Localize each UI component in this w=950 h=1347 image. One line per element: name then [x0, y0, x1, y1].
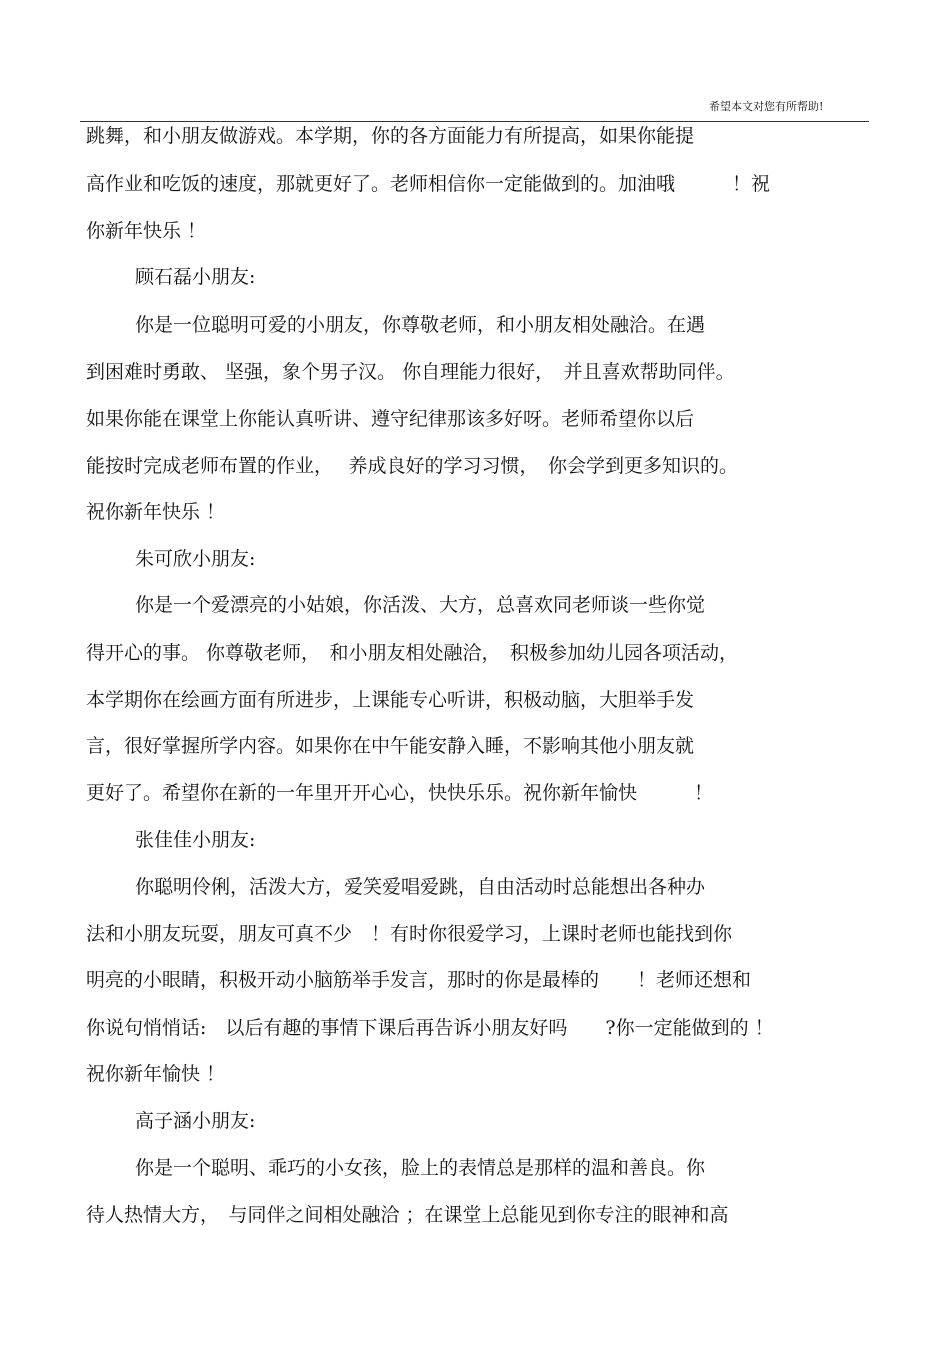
text-line: 祝你新年快乐 ！ [86, 501, 226, 523]
text-line: 法和小朋友玩耍，朋友可真不少 ！有时你很爱学习，上课时老师也能找到你 [86, 923, 733, 945]
text-line: 你是一位聪明可爱的小朋友，你尊敬老师，和小朋友相处融洽。在遇 [135, 314, 706, 336]
text-line: 能按时完成老师布置的作业， 养成良好的学习习惯， 你会学到更多知识的。 [86, 455, 739, 477]
header-note: 希望本文对您有所帮助! [709, 100, 824, 113]
text-line: 你说句悄悄话: 以后有趣的事情下课后再告诉小朋友好吗 ?你一定能做到的 ！ [86, 1017, 774, 1039]
text-line: 如果你能在课堂上你能认真听讲、遵守纪律那该多好呀。老师希望你以后 [86, 408, 695, 430]
text-line: 本学期你在绘画方面有所进步，上课能专心听讲，积极动脑，大胆举手发 [86, 689, 695, 711]
text-line: 明亮的小眼睛，积极开动小脑筋举手发言，那时的你是最棒的 ！老师还想和 [86, 969, 752, 991]
addressee-heading: 高子涵小朋友: [135, 1110, 256, 1132]
text-line: 更好了。希望你在新的一年里开开心心，快快乐乐。祝你新年愉快 ！ [86, 782, 714, 804]
text-line: 祝你新年愉快 ！ [86, 1063, 226, 1085]
text-line: 你聪明伶俐，活泼大方，爱笑爱唱爱跳，自由活动时总能想出各种办 [135, 876, 706, 898]
text-line: 跳舞，和小朋友做游戏。本学期，你的各方面能力有所提高，如果你能提 [86, 125, 695, 147]
addressee-heading: 张佳佳小朋友: [135, 829, 256, 851]
text-line: 你新年快乐 ！ [86, 220, 207, 242]
text-line: 待人热情大方， 与同伴之间相处融洽 ；在课堂上总能见到你专注的眼神和高 [86, 1204, 729, 1226]
text-line: 到困难时勇敢、 坚强，象个男子汉。 你自理能力很好， 并且喜欢帮助同伴。 [86, 361, 735, 383]
text-line: 你是一个聪明、乖巧的小女孩，脸上的表情总是那样的温和善良。你 [135, 1157, 706, 1179]
text-line: 言，很好掌握所学内容。如果你在中午能安静入睡，不影响其他小朋友就 [86, 735, 695, 757]
text-line: 你是一个爱漂亮的小姑娘，你活泼、大方，总喜欢同老师谈一些你觉 [135, 594, 706, 616]
text-line: 高作业和吃饭的速度，那就更好了。老师相信你一定能做到的。加油哦 ！祝 [86, 173, 771, 195]
text-line: 得开心的事。 你尊敬老师， 和小朋友相处融洽， 积极参加幼儿园各项活动， [86, 642, 739, 664]
addressee-heading: 朱可欣小朋友: [135, 548, 256, 570]
addressee-heading: 顾石磊小朋友: [135, 266, 256, 288]
header-rule [80, 121, 869, 122]
